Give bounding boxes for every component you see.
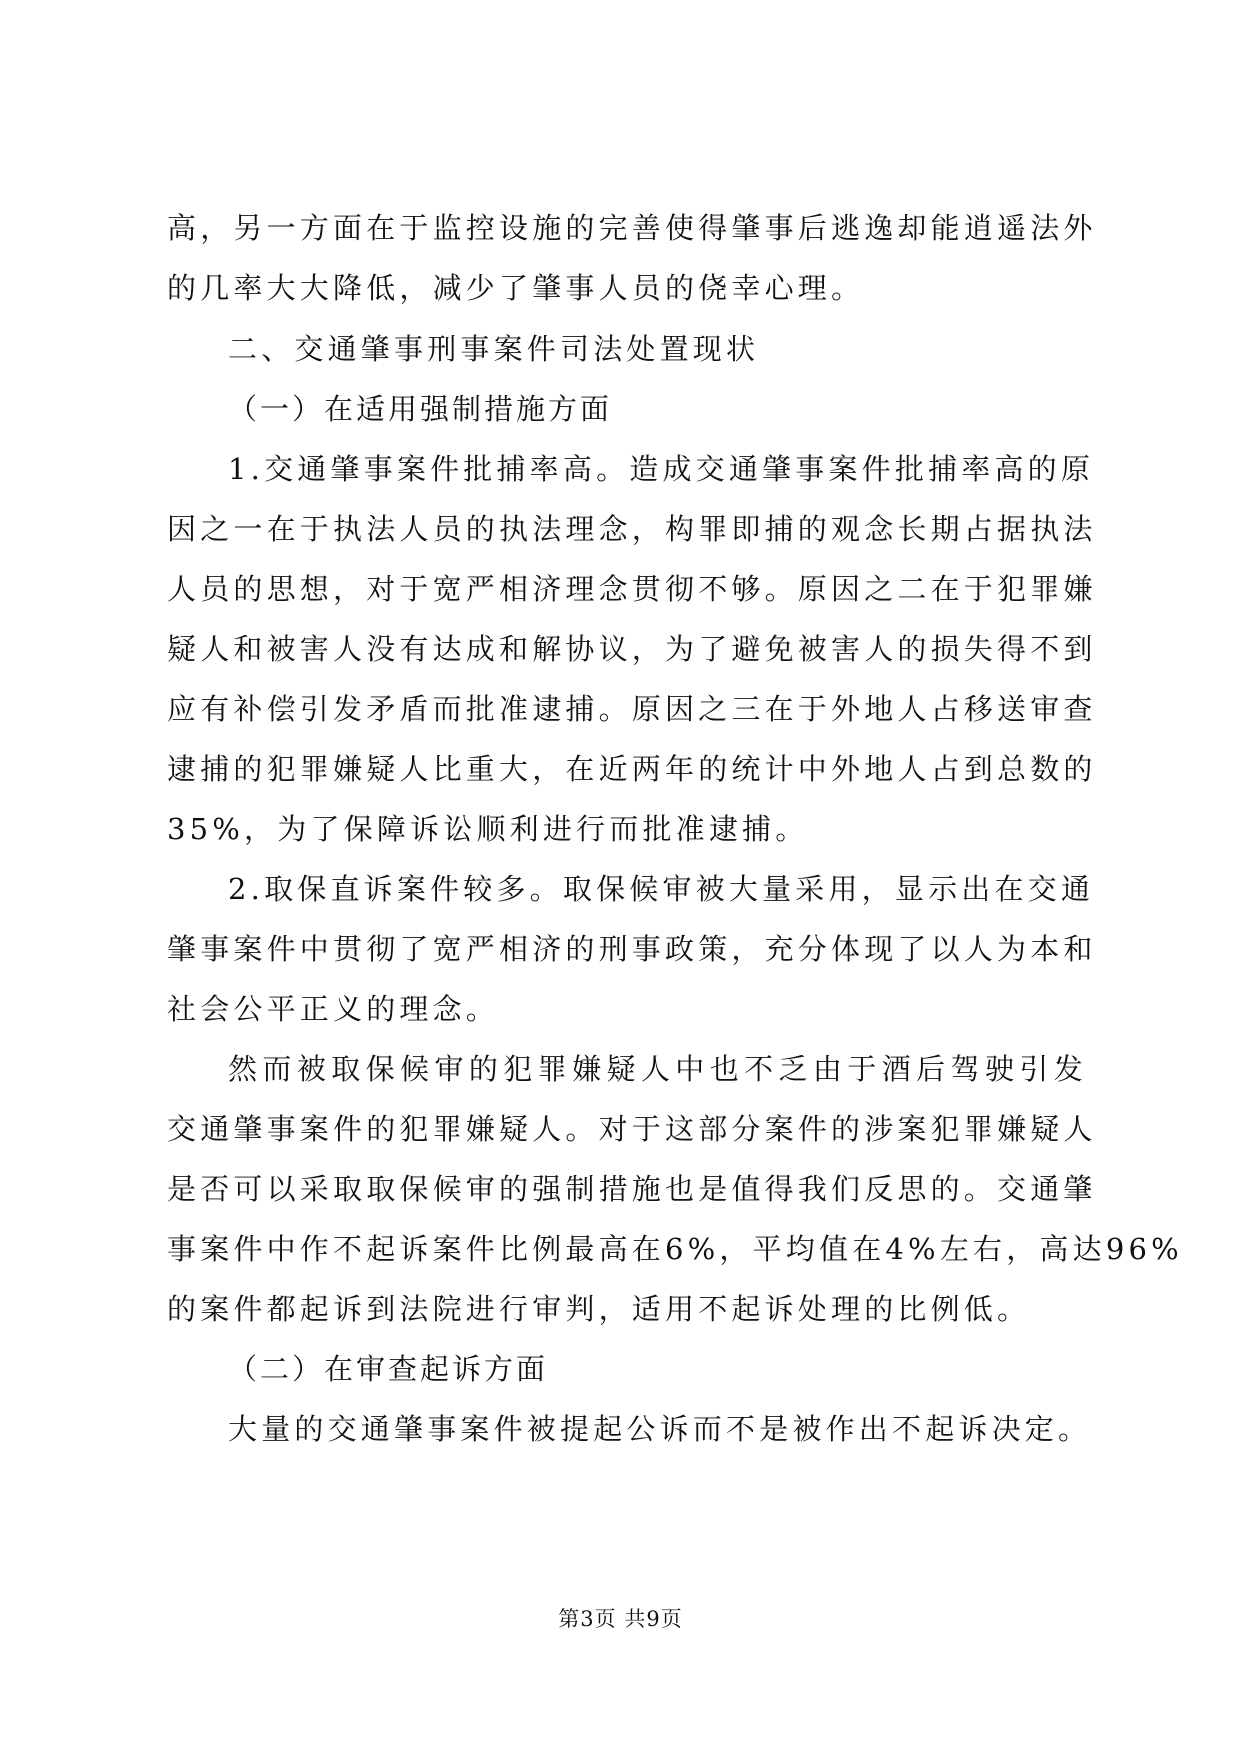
text-line: 因之一在于执法人员的执法理念，构罪即捕的观念长期占据执法: [167, 512, 1097, 546]
text-line: 2.取保直诉案件较多。取保候审被大量采用，显示出在交通: [228, 872, 1095, 906]
subsection-heading: （二）在审查起诉方面: [228, 1352, 549, 1386]
text-line: 人员的思想，对于宽严相济理念贯彻不够。原因之二在于犯罪嫌: [167, 572, 1097, 606]
text-line: 35%，为了保障诉讼顺利进行而批准逮捕。: [167, 812, 809, 846]
text-line: 交通肇事案件的犯罪嫌疑人。对于这部分案件的涉案犯罪嫌疑人: [167, 1112, 1097, 1146]
text-line: 然而被取保候审的犯罪嫌疑人中也不乏由于酒后驾驶引发: [228, 1052, 1087, 1086]
text-line: 逮捕的犯罪嫌疑人比重大，在近两年的统计中外地人占到总数的: [167, 752, 1097, 786]
text-line: 事案件中作不起诉案件比例最高在6%，平均值在4%左右，高达96%: [167, 1232, 1183, 1266]
page-footer: 第3页 共9页: [558, 1607, 683, 1631]
section-heading: 二、交通肇事刑事案件司法处置现状: [228, 332, 760, 366]
text-line: 的几率大大降低，减少了肇事人员的侥幸心理。: [167, 271, 865, 305]
text-line: 的案件都起诉到法院进行审判，适用不起诉处理的比例低。: [167, 1292, 1031, 1326]
subsection-heading: （一）在适用强制措施方面: [228, 392, 613, 426]
text-line: 社会公平正义的理念。: [167, 992, 500, 1026]
text-line: 疑人和被害人没有达成和解协议，为了避免被害人的损失得不到: [167, 632, 1097, 666]
text-line: 高，另一方面在于监控设施的完善使得肇事后逃逸却能逍遥法外: [167, 211, 1097, 245]
text-line: 应有补偿引发矛盾而批准逮捕。原因之三在于外地人占移送审查: [167, 692, 1097, 726]
text-line: 肇事案件中贯彻了宽严相济的刑事政策，充分体现了以人为本和: [167, 932, 1097, 966]
text-line: 大量的交通肇事案件被提起公诉而不是被作出不起诉决定。: [228, 1412, 1092, 1446]
text-line: 是否可以采取取保候审的强制措施也是值得我们反思的。交通肇: [167, 1172, 1097, 1206]
text-line: 1.交通肇事案件批捕率高。造成交通肇事案件批捕率高的原: [228, 452, 1095, 486]
